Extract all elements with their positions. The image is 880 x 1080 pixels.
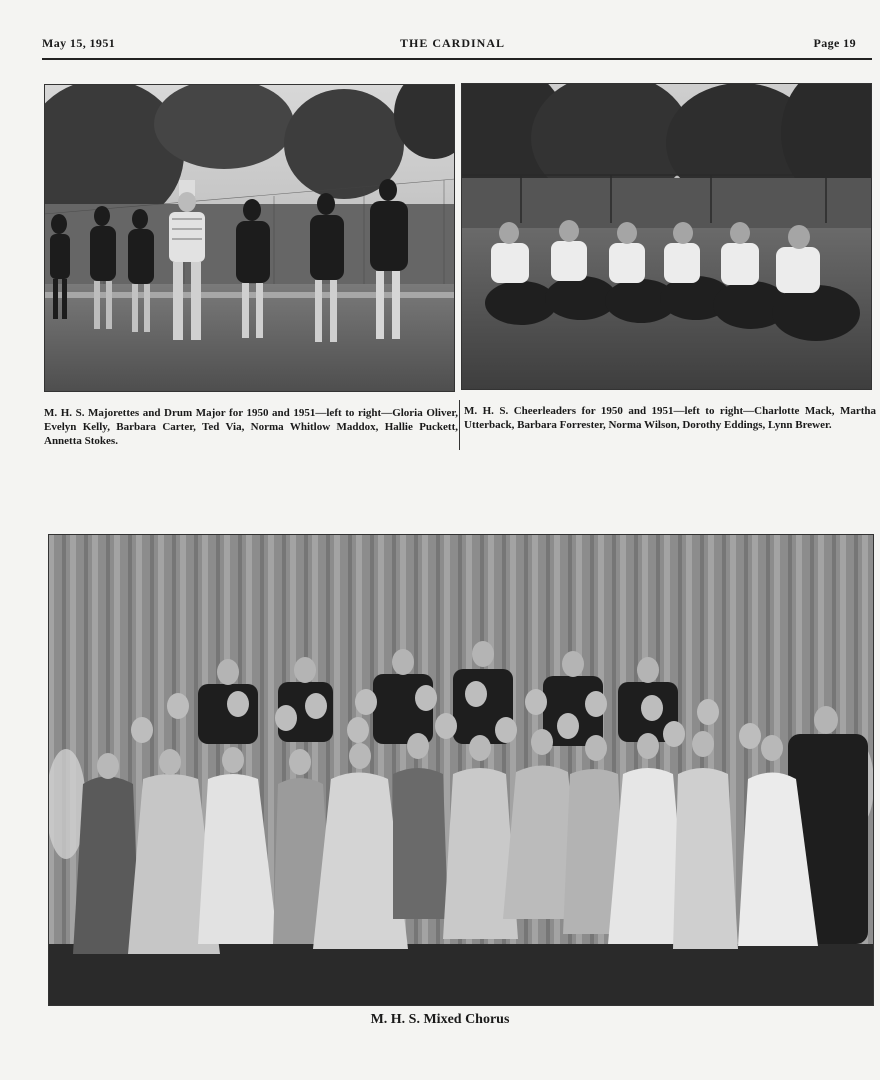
majorettes-caption: M. H. S. Majorettes and Drum Major for 1950 and 1951—left to right—Gloria Oliver, Evelyn Kelly, Barbara Carter, Ted Via, Norma Whitlow Maddox, Hallie Puckett, Annetta Stokes.: [44, 407, 458, 447]
mixed-chorus-caption: M. H. S. Mixed Chorus: [370, 1012, 510, 1027]
header-rule: [42, 58, 872, 60]
running-header: [42, 36, 872, 54]
mixed-chorus-photo: [48, 534, 874, 1006]
page-number: Page 19: [813, 36, 856, 50]
issue-date: May 15, 1951: [42, 36, 116, 50]
publication-title: THE CARDINAL: [400, 36, 506, 50]
cheerleaders-caption: M. H. S. Cheerleaders for 1950 and 1951—left to right—Charlotte Mack, Martha Utterback, Barbara Forrester, Norma Wilson, Dorothy Eddings, Lynn Brewer.: [464, 405, 876, 431]
column-divider: [459, 400, 460, 450]
majorettes-photo: [44, 84, 455, 392]
cheerleaders-photo: [461, 83, 872, 390]
